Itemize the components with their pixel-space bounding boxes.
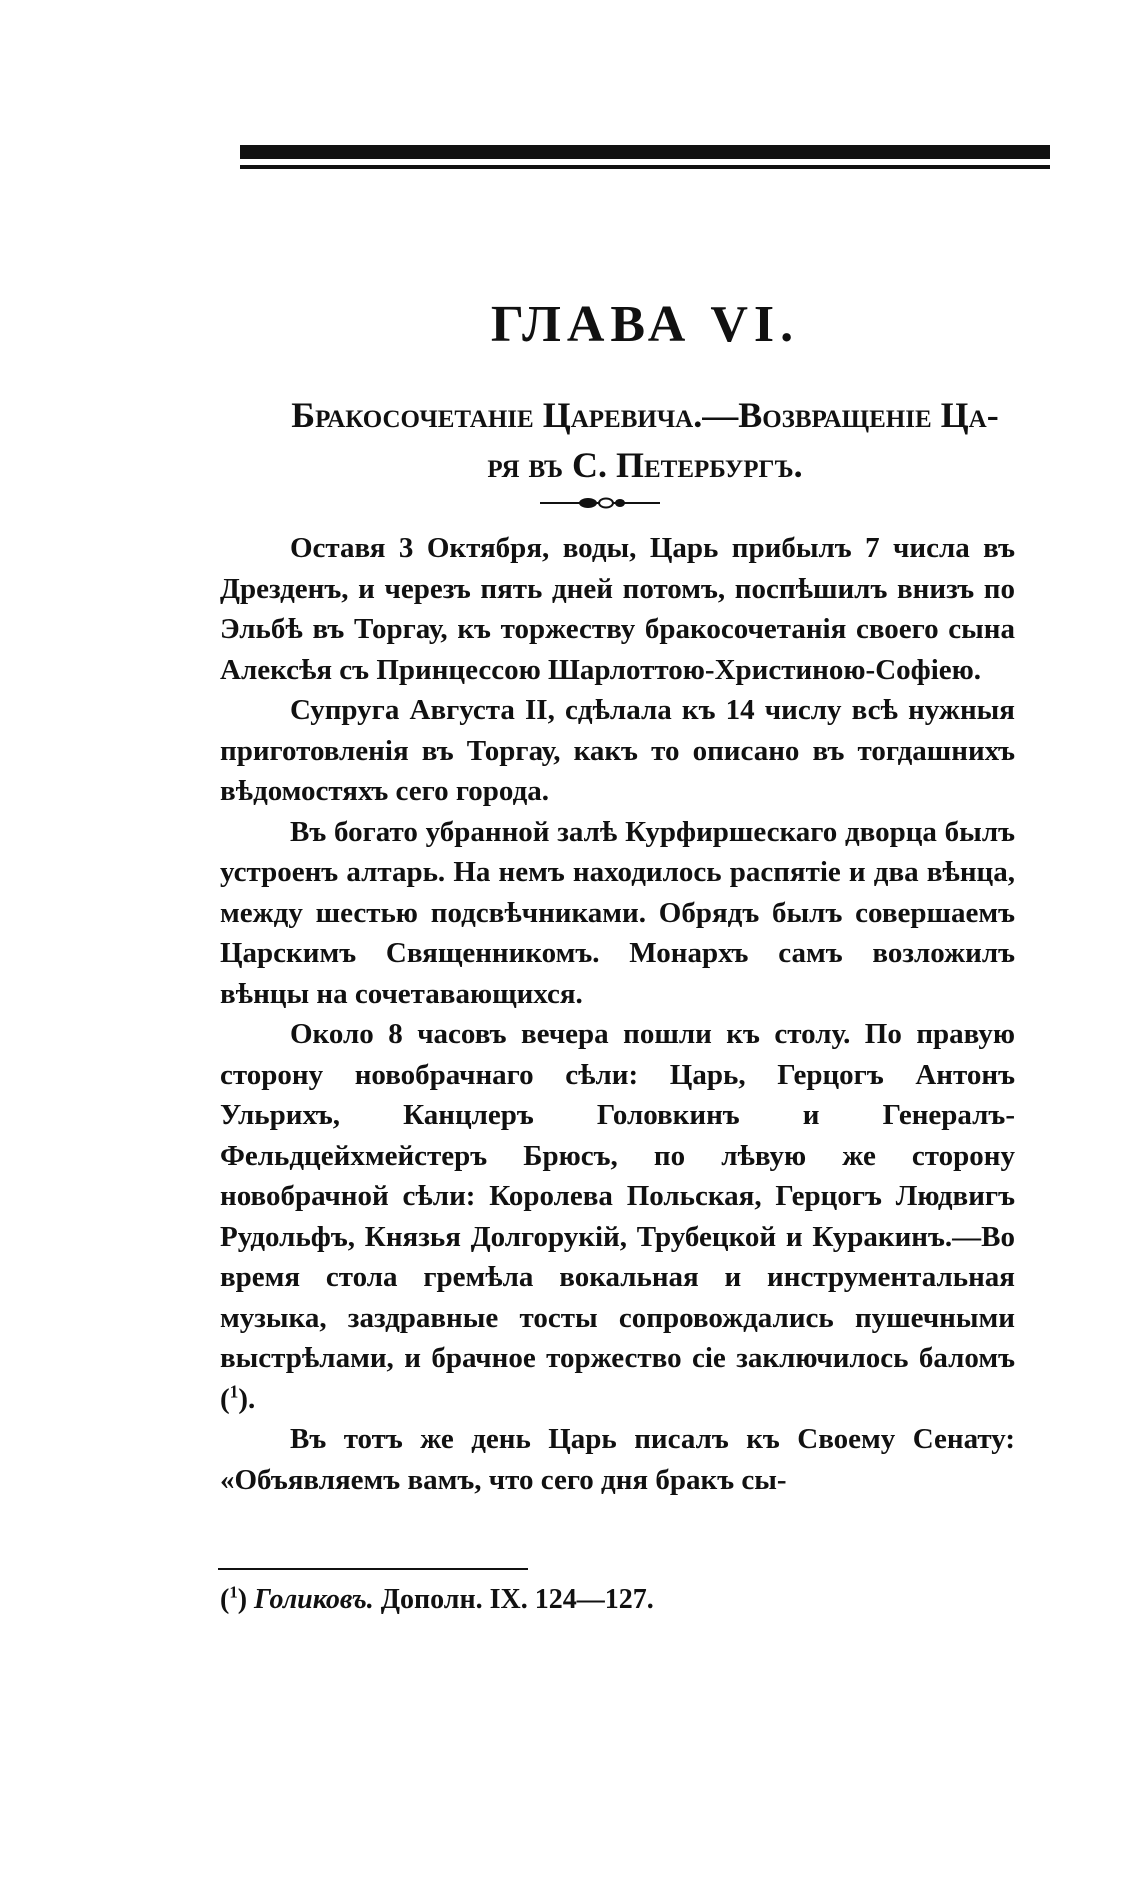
header-rule-thin [240, 165, 1050, 169]
paragraph-4 [220, 1014, 1015, 1419]
body-text [220, 528, 1015, 1500]
ornament-divider [540, 495, 660, 511]
header-rule [240, 145, 1050, 171]
footnote-reference-mark: 1 [229, 1380, 239, 1401]
chapter-title [240, 390, 1050, 490]
footnote-mark: 1 [229, 1582, 238, 1602]
chapter-title-line-1: Бракосочетанiе Царевича.—Возвращенiе Ца- [291, 395, 999, 435]
footnote-close-paren: ) [237, 1584, 248, 1615]
chapter-number: ГЛАВА VI. [490, 296, 800, 353]
paragraph-4-text: Около 8 часовъ вечера пошли къ столу. По правую сторону новобрачнаго сѣли: Царь, Герцогъ Антонъ Ульрихъ, Канцлеръ Головкинъ и Генералъ-Фельдцейхмейстеръ Брюсъ, по лѣвую же сторону новобрачной сѣли: Королева Польская, Герцогъ Людвигъ Рудольфъ, Князья Долгорукiй, Трубецкой и Куракинъ.—Во время стола гремѣла вокальная и инструментальная музыка, заздравные тосты сопровождались пушечными выстрѣлами, и брачное торжество сiе заключилось баломъ ( [220, 1018, 1015, 1415]
footnote-author: Голиковъ. [254, 1584, 374, 1615]
footnote-open-paren: ( [220, 1584, 230, 1615]
paragraph-1: Оставя 3 Октября, воды, Царь прибылъ 7 числа въ Дрезденъ, и черезъ пять дней потомъ, поспѣшилъ внизъ по Эльбѣ въ Торгау, къ торжеству бракосочетанiя своего сына Алексѣя съ Принцессою Шарлоттою-Христиною-Софiею. [220, 532, 1015, 686]
paragraph-2: Супруга Августа II, сдѣлала къ 14 числу всѣ нужныя приготовленiя въ Торгау, какъ то описано въ тогдашнихъ вѣдомостяхъ сего города. [220, 694, 1015, 807]
paragraph-5: Въ тотъ же день Царь писалъ къ Своему Сенату: «Объявляемъ вамъ, что сего дня бракъ сы- [220, 1423, 1015, 1496]
footnote [220, 1580, 1020, 1620]
footnote-rule [218, 1568, 528, 1570]
footnote-reference: Дополн. IX. 124—127. [380, 1584, 654, 1615]
paragraph-3: Въ богато убранной залѣ Курфиршескаго дворца былъ устроенъ алтарь. На немъ находилось распятiе и два вѣнца, между шестью подсвѣчниками. Обрядъ былъ совершаемъ Царскимъ Священникомъ. Монархъ самъ возложилъ вѣнцы на сочетавающихся. [220, 815, 1015, 1010]
chapter-title-line-2: ря въ С. Петербургъ. [487, 445, 803, 485]
paragraph-4-end: ). [238, 1382, 256, 1415]
header-rule-thick [240, 145, 1050, 159]
